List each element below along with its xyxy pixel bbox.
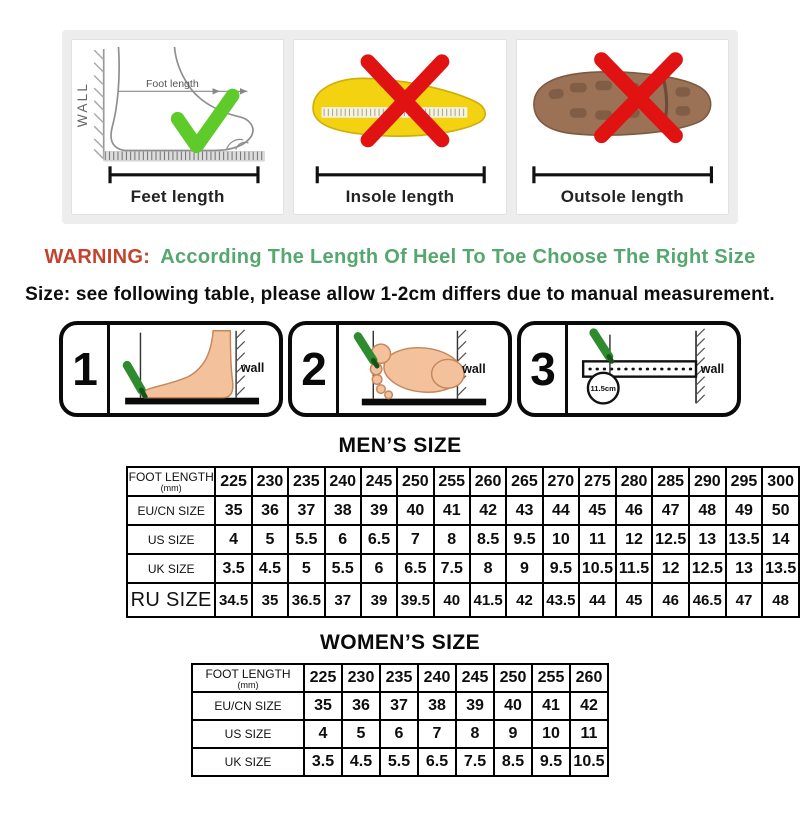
mens-size-title: MEN’S SIZE [338, 434, 462, 457]
size-cell: 10 [543, 525, 579, 554]
size-cell: 230 [252, 467, 288, 496]
size-cell: 43.5 [543, 583, 579, 617]
outsole-length-illustration [517, 40, 728, 187]
size-cell: 5.5 [288, 525, 324, 554]
ruler-measure-label: 11.5cm [590, 384, 616, 393]
size-cell: 7 [418, 720, 456, 748]
wall-hatch [94, 50, 104, 159]
size-cell: 35 [252, 583, 288, 617]
size-cell: 46.5 [689, 583, 726, 617]
size-cell: 10.5 [570, 748, 608, 776]
size-cell: 48 [689, 496, 726, 525]
size-cell: 255 [434, 467, 470, 496]
size-cell: 36 [252, 496, 288, 525]
size-cell: 46 [652, 583, 689, 617]
size-cell: 6 [380, 720, 418, 748]
size-cell: 45 [616, 583, 653, 617]
pencil-icon [358, 336, 373, 360]
row-label: FOOT LENGTH (mm) [127, 467, 215, 496]
size-cell: 11 [570, 720, 608, 748]
row-label: FOOT LENGTH (mm) [192, 664, 304, 692]
step-1-panel [59, 321, 283, 417]
foot-length-label: Foot length [145, 78, 199, 91]
size-cell: 5.5 [325, 554, 361, 583]
size-cell: 9.5 [506, 525, 542, 554]
size-cell: 240 [325, 467, 361, 496]
size-cell: 3.5 [215, 554, 251, 583]
pencil-icon [127, 365, 141, 390]
size-cell: 250 [494, 664, 532, 692]
size-cell: 270 [543, 467, 579, 496]
size-cell: 4.5 [252, 554, 288, 583]
foot-top-view [370, 344, 464, 399]
size-cell: 11 [579, 525, 616, 554]
size-cell: 41 [434, 496, 470, 525]
measurement-guide-strip [62, 30, 738, 224]
row-label: US SIZE [192, 720, 304, 748]
pencil-icon [594, 333, 609, 357]
size-cell: 35 [215, 496, 251, 525]
panel-caption: Insole length [345, 187, 455, 206]
size-cell: 12 [616, 525, 653, 554]
size-cell: 8.5 [494, 748, 532, 776]
size-cell: 255 [532, 664, 570, 692]
size-cell: 40 [494, 692, 532, 720]
size-cell: 7.5 [456, 748, 494, 776]
size-cell: 38 [325, 496, 361, 525]
size-cell: 265 [506, 467, 542, 496]
size-cell: 50 [762, 496, 799, 525]
table-row [127, 496, 799, 525]
size-cell: 9.5 [532, 748, 570, 776]
table-row [192, 748, 608, 776]
size-cell: 10.5 [579, 554, 616, 583]
size-cell: 5.5 [380, 748, 418, 776]
size-cell: 42 [470, 496, 506, 525]
size-cell: 4.5 [342, 748, 380, 776]
size-cell: 38 [418, 692, 456, 720]
foot-side-view [141, 331, 233, 398]
size-cell: 47 [726, 583, 763, 617]
size-cell: 12.5 [689, 554, 726, 583]
size-cell: 12.5 [652, 525, 689, 554]
size-cell: 6 [325, 525, 361, 554]
size-cell: 290 [689, 467, 726, 496]
size-cell: 280 [616, 467, 653, 496]
size-cell: 13.5 [762, 554, 799, 583]
panel-caption: Outsole length [560, 187, 684, 206]
size-cell: 37 [288, 496, 324, 525]
feet-length-panel [71, 39, 284, 215]
size-cell: 42 [570, 692, 608, 720]
row-label: UK SIZE [127, 554, 215, 583]
size-cell: 14 [762, 525, 799, 554]
warning-label: WARNING: [44, 246, 151, 268]
size-cell: 225 [215, 467, 251, 496]
insole-length-illustration [294, 40, 505, 187]
table-row [192, 692, 608, 720]
size-cell: 285 [652, 467, 689, 496]
size-cell: 46 [616, 496, 653, 525]
size-cell: 34.5 [215, 583, 251, 617]
size-cell: 8.5 [470, 525, 506, 554]
size-cell: 39 [361, 583, 397, 617]
size-cell: 300 [762, 467, 799, 496]
size-cell: 12 [652, 554, 689, 583]
wall-label: wall [700, 361, 725, 376]
mens-size-table-body [127, 467, 799, 617]
size-cell: 39 [456, 692, 494, 720]
size-cell: 13.5 [726, 525, 763, 554]
womens-size-table-body [192, 664, 608, 776]
table-row [127, 467, 799, 496]
size-cell: 6.5 [361, 525, 397, 554]
size-cell: 4 [215, 525, 251, 554]
wall-label: wall [240, 360, 265, 375]
step-number: 3 [521, 325, 568, 413]
size-cell: 5 [252, 525, 288, 554]
size-cell: 43 [506, 496, 542, 525]
panel-caption: Feet length [130, 187, 225, 206]
size-cell: 7 [397, 525, 433, 554]
step-number: 1 [63, 325, 110, 413]
size-cell: 36.5 [288, 583, 324, 617]
size-cell: 42 [506, 583, 542, 617]
size-cell: 49 [726, 496, 763, 525]
table-row [192, 664, 608, 692]
size-note: Size: see following table, please allow 1-2cm differs due to manual measurement. [25, 284, 775, 305]
size-cell: 225 [304, 664, 342, 692]
feet-length-illustration [72, 40, 283, 187]
size-cell: 235 [380, 664, 418, 692]
size-cell: 3.5 [304, 748, 342, 776]
table-row [127, 583, 799, 617]
size-cell: 6.5 [397, 554, 433, 583]
size-cell: 37 [380, 692, 418, 720]
size-cell: 230 [342, 664, 380, 692]
size-cell: 295 [726, 467, 763, 496]
size-cell: 41 [532, 692, 570, 720]
size-cell: 40 [434, 583, 470, 617]
row-label: EU/CN SIZE [127, 496, 215, 525]
size-cell: 44 [579, 583, 616, 617]
size-cell: 4 [304, 720, 342, 748]
measuring-steps [59, 321, 741, 417]
size-cell: 9 [494, 720, 532, 748]
size-cell: 45 [579, 496, 616, 525]
size-cell: 10 [532, 720, 570, 748]
size-cell: 11.5 [616, 554, 653, 583]
wall-label: WALL [74, 81, 90, 128]
size-cell: 41.5 [470, 583, 506, 617]
size-cell: 5 [342, 720, 380, 748]
size-cell: 39 [361, 496, 397, 525]
size-cell: 9.5 [543, 554, 579, 583]
womens-size-table [191, 663, 609, 777]
size-cell: 260 [470, 467, 506, 496]
size-cell: 39.5 [397, 583, 433, 617]
size-cell: 13 [726, 554, 763, 583]
size-cell: 47 [652, 496, 689, 525]
row-label: UK SIZE [192, 748, 304, 776]
row-label: US SIZE [127, 525, 215, 554]
size-cell: 250 [397, 467, 433, 496]
insole-length-panel [293, 39, 506, 215]
size-cell: 9 [506, 554, 542, 583]
row-label: RU SIZE [127, 583, 215, 617]
size-cell: 48 [762, 583, 799, 617]
size-cell: 6 [361, 554, 397, 583]
size-cell: 240 [418, 664, 456, 692]
size-cell: 36 [342, 692, 380, 720]
table-row [127, 554, 799, 583]
step-3-panel [517, 321, 741, 417]
size-cell: 37 [325, 583, 361, 617]
row-label: EU/CN SIZE [192, 692, 304, 720]
size-cell: 8 [456, 720, 494, 748]
step-2-panel [288, 321, 512, 417]
size-cell: 5 [288, 554, 324, 583]
table-row [127, 525, 799, 554]
wall-label: wall [462, 361, 486, 376]
size-cell: 245 [456, 664, 494, 692]
step-1-illustration [110, 325, 279, 413]
warning-text: According The Length Of Heel To Toe Choose The Right Size [160, 246, 756, 268]
warning-line [0, 246, 800, 269]
size-cell: 40 [397, 496, 433, 525]
size-cell: 235 [288, 467, 324, 496]
step-2-illustration [339, 325, 508, 413]
step-3-illustration [568, 325, 737, 413]
size-cell: 35 [304, 692, 342, 720]
size-cell: 44 [543, 496, 579, 525]
size-cell: 7.5 [434, 554, 470, 583]
size-cell: 245 [361, 467, 397, 496]
size-cell: 8 [434, 525, 470, 554]
size-cell: 275 [579, 467, 616, 496]
size-cell: 260 [570, 664, 608, 692]
womens-size-title: WOMEN’S SIZE [320, 631, 480, 654]
table-row [192, 720, 608, 748]
outsole-length-panel [516, 39, 729, 215]
step-number: 2 [292, 325, 339, 413]
size-cell: 8 [470, 554, 506, 583]
size-cell: 13 [689, 525, 726, 554]
mens-size-table [126, 466, 800, 618]
size-cell: 6.5 [418, 748, 456, 776]
